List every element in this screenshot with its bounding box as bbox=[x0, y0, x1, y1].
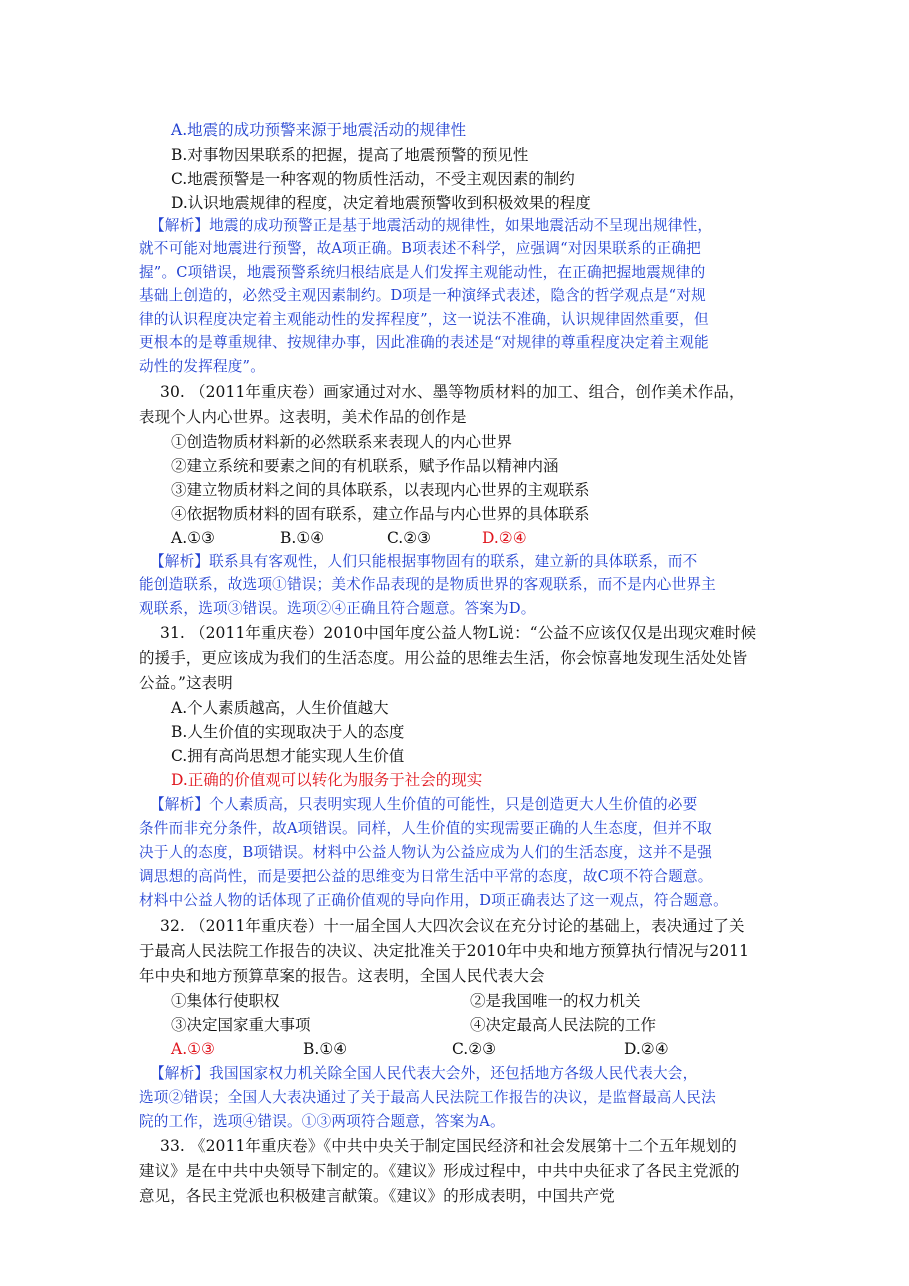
q32-option-a: A.①③ bbox=[171, 1040, 215, 1058]
q29-option-d: D.认识地震规律的程度，决定着地震预警收到积极效果的程度 bbox=[171, 194, 591, 212]
q31-explanation-line: 调思想的高尚性，而是要把公益的思维变为日常生活中平常的态度，故C项不符合题意。 bbox=[139, 868, 713, 885]
q31-option-b: B.人生价值的实现取决于人的态度 bbox=[171, 723, 405, 741]
q33-stem-line: 33. 《2011年重庆卷》《中共中央关于制定国民经济和社会发展第十二个五年规划的 bbox=[160, 1137, 737, 1155]
q29-option-a: A.地震的成功预警来源于地震活动的规律性 bbox=[171, 121, 467, 139]
q31-stem-line: 31. （2011年重庆卷）2010中国年度公益人物L说：“公益不应该仅仅是出现灾难时候 bbox=[160, 624, 757, 642]
q33-stem-line: 意见，各民主党派也积极建言献策。《建议》的形成表明，中国共产党 bbox=[139, 1187, 615, 1205]
q32-statement: ①集体行使职权 bbox=[171, 992, 280, 1010]
q32-statement: ④决定最高人民法院的工作 bbox=[470, 1016, 657, 1034]
q32-stem-line: 于最高人民法院工作报告的决议、决定批准关于2010年中央和地方预算执行情况与2011 bbox=[139, 942, 750, 960]
q32-explanation-line: 院的工作，选项④错误。①③两项符合题意，答案为A。 bbox=[139, 1113, 505, 1130]
q32-explanation-line: 选项②错误；全国人大表决通过了关于最高人民法院工作报告的决议，是监督最高人民法 bbox=[139, 1089, 716, 1106]
q33-stem-line: 建议》是在中共中央领导下制定的。《建议》形成过程中，中共中央征求了各民主党派的 bbox=[139, 1162, 740, 1180]
q30-statement: ②建立系统和要素之间的有机联系，赋予作品以精神内涵 bbox=[171, 457, 559, 475]
q30-statement: ①创造物质材料新的必然联系来表现人的内心世界 bbox=[171, 433, 513, 451]
q30-stem-line: 表现个人内心世界。这表明，美术作品的创作是 bbox=[139, 408, 467, 426]
q32-option-b: B.①④ bbox=[303, 1040, 348, 1058]
q31-stem-line: 公益。”这表明 bbox=[139, 674, 233, 692]
q31-option-d: D.正确的价值观可以转化为服务于社会的现实 bbox=[171, 771, 483, 789]
q32-statement: ③决定国家重大事项 bbox=[171, 1016, 311, 1034]
q30-statement: ④依据物质材料的固有联系，建立作品与内心世界的具体联系 bbox=[171, 505, 590, 523]
q29-explanation-line: 【解析】地震的成功预警正是基于地震活动的规律性，如果地震活动不呈现出规律性， bbox=[150, 217, 713, 234]
q29-explanation-line: 基础上创造的，必然受主观因素制约。D项是一种演绎式表述，隐含的哲学观点是“对规 bbox=[139, 287, 706, 304]
q29-explanation-line: 律的认识程度决定着主观能动性的发挥程度”，这一说法不准确，认识规律固然重要，但 bbox=[139, 311, 709, 328]
q29-option-c: C.地震预警是一种客观的物质性活动，不受主观因素的制约 bbox=[171, 170, 575, 188]
q32-explanation-line: 【解析】我国国家权力机关除全国人民代表大会外，还包括地方各级人民代表大会， bbox=[150, 1065, 698, 1082]
q30-explanation-line: 【解析】联系具有客观性，人们只能根据事物固有的联系，建立新的具体联系，而不 bbox=[150, 553, 698, 570]
q32-option-c: C.②③ bbox=[452, 1040, 497, 1058]
q29-explanation-line: 更根本的是尊重规律、按规律办事，因此准确的表述是“对规律的尊重程度决定着主观能 bbox=[139, 334, 709, 351]
q30-explanation-line: 观联系，选项③错误。选项②④正确且符合题意。答案为D。 bbox=[139, 600, 536, 617]
q29-explanation-line: 动性的发挥程度”。 bbox=[139, 358, 266, 375]
q31-explanation-line: 材料中公益人物的话体现了正确价值观的导向作用，D项正确表达了这一观点，符合题意。 bbox=[139, 892, 728, 909]
q32-stem-line: 32. （2011年重庆卷）十一届全国人大四次会议在充分讨论的基础上，表决通过了关 bbox=[160, 917, 745, 935]
q31-explanation-line: 【解析】个人素质高，只表明实现人生价值的可能性，只是创造更大人生价值的必要 bbox=[150, 796, 698, 813]
q31-stem-line: 的援手，更应该成为我们的生活态度。用公益的思维去生活，你会惊喜地发现生活处处皆 bbox=[139, 649, 748, 667]
q30-option-d: D.②④ bbox=[482, 529, 527, 547]
q30-option-b: B.①④ bbox=[280, 529, 325, 547]
q32-option-d: D.②④ bbox=[624, 1040, 669, 1058]
q31-option-c: C.拥有高尚思想才能实现人生价值 bbox=[171, 747, 405, 765]
q29-explanation-line: 握”。C项错误，地震预警系统归根结底是人们发挥主观能动性，在正确把握地震规律的 bbox=[139, 264, 706, 281]
q30-explanation-line: 能创造联系，故选项①错误；美术作品表现的是物质世界的客观联系，而不是内心世界主 bbox=[139, 576, 716, 593]
q32-stem-line: 年中央和地方预算草案的报告。这表明，全国人民代表大会 bbox=[139, 967, 545, 985]
q30-stem-line: 30. （2011年重庆卷）画家通过对水、墨等物质材料的加工、组合，创作美术作品， bbox=[160, 383, 745, 401]
q30-statement: ③建立物质材料之间的具体联系，以表现内心世界的主观联系 bbox=[171, 481, 590, 499]
q31-explanation-line: 条件而非充分条件，故A项错误。同样，人生价值的实现需要正确的人生态度，但并不取 bbox=[139, 820, 712, 837]
q30-option-a: A.①③ bbox=[171, 529, 215, 547]
q30-option-c: C.②③ bbox=[387, 529, 432, 547]
q29-explanation-line: 就不可能对地震进行预警，故A项正确。B项表述不科学，应强调“对因果联系的正确把 bbox=[139, 240, 701, 257]
q32-statement: ②是我国唯一的权力机关 bbox=[470, 992, 641, 1010]
q29-option-b: B.对事物因果联系的把握，提高了地震预警的预见性 bbox=[171, 146, 529, 164]
q31-option-a: A.个人素质越高，人生价值越大 bbox=[171, 699, 389, 717]
q31-explanation-line: 决于人的态度，B项错误。材料中公益人物认为公益应成为人们的生活态度，这并不是强 bbox=[139, 844, 713, 861]
